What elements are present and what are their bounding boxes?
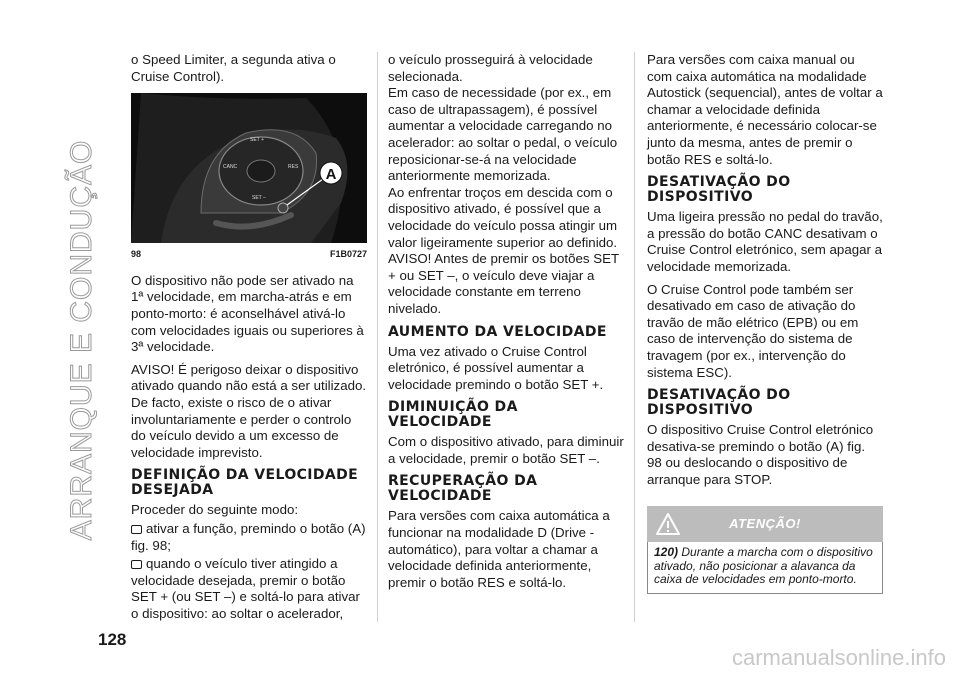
res-label: RES [288, 164, 299, 171]
list-item: quando o veículo tiver atingido a velocidade desejada, premir o botão SET + (ou SET –) e soltá-lo para ativar o dispositivo: ao soltar o acelerador, [131, 556, 360, 621]
paragraph: O dispositivo Cruise Control eletrónico desativa-se premindo o botão (A) fig. 98 ou deslocando o dispositivo de arranque para STOP. [647, 422, 874, 487]
section-heading: AUMENTO DA VELOCIDADE [388, 323, 607, 340]
column-2 [388, 52, 624, 597]
paragraph: Ao enfrentar troços em descida com o dispositivo ativado, é possível que a velocidade do veículo possa atingir um valor ligeiramente superior ao definido. [388, 184, 618, 250]
canc-label: CANC [223, 164, 238, 171]
figure-caption [131, 246, 367, 263]
set-plus-label: SET + [250, 137, 264, 144]
paragraph: Para versões com caixa manual ou com caixa automática na modalidade Autostick (sequencial), antes de voltar a chamar a velocidade definida anteriormente, é necessário colocar-se junto da mesma, antes de premir o botão RES e soltá-lo. [647, 52, 883, 167]
paragraph: Para versões com caixa automática a funcionar na modalidade D (Drive - automático), para voltar a chamar a velocidade definida anteriormente, premir o botão RES e soltá-lo. [388, 508, 610, 590]
callout-a: A [325, 166, 337, 184]
section-heading: DESATIVAÇÃO DO DISPOSITIVO [647, 174, 791, 206]
warning-title: ATENÇÃO! [729, 516, 801, 532]
list-item: ativar a função, premindo o botão (A) fig. 98; [131, 520, 366, 553]
watermark: carmanualsonline.info [731, 645, 946, 670]
paragraph: Uma vez ativado o Cruise Control eletrónico, é possível aumentar a velocidade premindo o botão SET +. [388, 343, 604, 392]
paragraph: o Speed Limiter, a segunda ativa o Cruise Control). [131, 52, 336, 84]
warning-header [647, 506, 883, 542]
section-heading: DIMINUIÇÃO DA VELOCIDADE [388, 399, 518, 431]
paragraph: AVISO! Antes de premir os botões SET + ou SET –, o veículo deve viajar a velocidade constante em terreno nivelado. [388, 251, 619, 316]
column-divider [377, 52, 378, 622]
column-divider [634, 52, 635, 622]
section-heading: RECUPERAÇÃO DA VELOCIDADE [388, 473, 538, 505]
page-number: 128 [98, 630, 127, 649]
side-title: ARRANQUE E CONDUÇÃO [65, 139, 98, 541]
paragraph: O dispositivo não pode ser ativado na 1ª velocidade, em marcha-atrás e em ponto-morto: é aconselhável ativá-lo com velocidades iguais ou superiores à 3ª velocidade. [131, 272, 364, 355]
paragraph: AVISO! É perigoso deixar o dispositivo ativado quando não está a ser utilizado. De facto, existe o risco de o ativar involuntariamente e perder o controlo do veículo devido a um excesso de velocidade imprevisto. [131, 361, 367, 460]
checkbox-bullet-icon [131, 560, 142, 569]
cruise-button-a [278, 203, 288, 213]
warning-body [647, 542, 883, 594]
section-heading: DESATIVAÇÃO DO DISPOSITIVO [647, 387, 791, 419]
section-heading: DEFINIÇÃO DA VELOCIDADE DESEJADA [131, 467, 359, 499]
set-minus-label: SET – [252, 195, 266, 202]
steering-wheel-figure [131, 93, 367, 243]
paragraph: Proceder do seguinte modo: [131, 502, 299, 518]
paragraph: o veículo prosseguirá à velocidade selecionada. [388, 52, 593, 84]
paragraph: O Cruise Control pode também ser desativado em caso de ativação do travão de mão elétrico (EPB) ou em caso de intervenção do sistema de travagem (por ex., intervenção do sistema ESC). [647, 281, 859, 380]
paragraph: Em caso de necessidade (por ex., em caso de ultrapassagem), é possível aumentar a velocidade carregando no acelerador: ao soltar o pedal, o veículo reposicionar-se-á na velocidade anteriormente memorizada. [388, 85, 618, 184]
figure-number: 98 [131, 249, 142, 260]
warning-number: 120) [654, 545, 679, 560]
checkbox-bullet-icon [131, 525, 142, 534]
figure-code: F1B0727 [329, 249, 367, 260]
column-3 [647, 52, 883, 594]
column-1 [131, 52, 367, 628]
warning-text: Durante a marcha com o dispositivo ativado, não posicionar a alavanca da caixa de velocidades em ponto-morto. [654, 545, 873, 587]
paragraph: Uma ligeira pressão no pedal do travão, a pressão do botão CANC desativam o Cruise Control eletrónico, sem apagar a velocidade memorizada. [647, 209, 883, 274]
paragraph: Com o dispositivo ativado, para diminuir a velocidade, premir o botão SET –. [388, 434, 624, 466]
